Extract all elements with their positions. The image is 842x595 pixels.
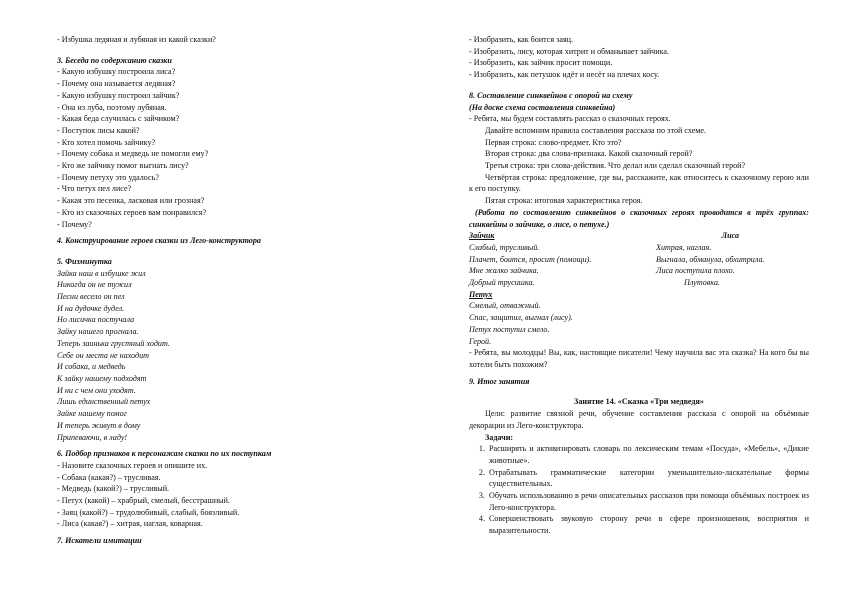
poem-line: Зайке нашему помог — [57, 409, 127, 419]
cinquain-rule: Давайте вспомним правила составления рассказа по этой схеме. — [485, 125, 707, 135]
poem-line: Зайку нашего прогнала. — [57, 327, 139, 337]
list-item: - Какая это песенка, ласковая или грозная? — [57, 196, 205, 206]
zaichik-line: Добрый трусишка. — [469, 278, 535, 288]
column-title-zaichik: Зайчик — [469, 231, 495, 241]
task-item — [469, 443, 809, 466]
tasks-list — [469, 443, 809, 537]
task-number: 4. — [478, 514, 485, 524]
list-item: - Лиса (какая?) – хитрая, наглая, коварная. — [57, 519, 203, 529]
list-item: - Почему она называется ледяная? — [57, 79, 176, 89]
poem — [57, 268, 402, 444]
petuh-line: Герой. — [469, 336, 492, 346]
praise-text: - Ребята, вы молодцы! Вы, как, настоящие писатели! Чему научила вас эта сказка? На кого бы вы хотели быть похожим? — [469, 348, 809, 369]
cinquain-rule: Первая строка: слово-предмет. Кто это? — [485, 137, 622, 147]
section-3-list — [57, 66, 402, 230]
section-9-heading: 9. Итог занятия — [469, 376, 530, 386]
list-item: - Почему собака и медведь не помогли ему? — [57, 149, 209, 159]
list-item: - Какая беда случилась с зайчиком? — [57, 114, 180, 124]
list-item: - Петух (какой) – храбрый, смелый, бесстрашный. — [57, 496, 230, 506]
lesson-goal: Цели: развитие связной речи, обучение составления рассказа с опорой на объёмные декорации из Лего-конструктора. — [469, 409, 809, 430]
cinquain-rule-fourth: Четвёртая строка: предложение, где вы, расскажите, как относитесь к сказочному герою или к его поступку. — [469, 172, 809, 194]
cinquain-row — [469, 242, 809, 254]
list-item: - Она из луба, поэтому лубяная. — [57, 102, 167, 112]
task-item — [469, 467, 809, 490]
left-column — [57, 34, 402, 547]
list-item: - Почему петуху это удалось? — [57, 172, 159, 182]
list-item: - Изобразить, как боится заяц. — [469, 35, 574, 44]
cinquain-rule: Вторая строка: два слова-признака. Какой сказочный герой? — [485, 149, 693, 159]
poem-line: Припеваючи, в ладу! — [57, 432, 128, 442]
poem-line: И теперь живут в дому — [57, 420, 141, 430]
section-6-list — [57, 460, 402, 530]
cinquain-row — [469, 265, 809, 277]
lisa-line: Плутовка. — [684, 278, 720, 288]
list-item: - Заяц (какой?) – трудолюбивый, слабый, боязливый. — [57, 507, 240, 517]
section-5-heading: 5. Физминутка — [57, 256, 112, 266]
tasks-label: Задачи: — [485, 432, 514, 442]
task-number: 3. — [478, 491, 485, 501]
zaichik-line: Плачет, боится, просит (помощи). — [469, 254, 592, 264]
task-text: Совершенствовать звуковую сторону речи в сфере произношения, восприятия и выразительности. — [489, 514, 809, 536]
cinquain-pairs — [469, 242, 809, 289]
list-item: - Медведь (какой?) – трусливый. — [57, 484, 170, 494]
task-text: Отрабатывать грамматические категории уменьшительно-ласкательные формы существительных. — [489, 467, 809, 489]
imitation-list — [469, 34, 809, 81]
list-item: - Назовите сказочных героев и опишите их. — [57, 460, 208, 470]
list-item: - Кто из сказочных героев вам понравился? — [57, 207, 207, 217]
list-item: - Изобразить, лису, которая хитрит и обманывает зайчика. — [469, 46, 670, 56]
poem-line: И на дудочке дудел. — [57, 303, 125, 313]
list-item: - Изобразить, как зайчик просит помощи. — [469, 58, 613, 68]
section-3-heading: 3. Беседа по содержанию сказки — [57, 55, 172, 65]
list-item: - Кто хотел помочь зайчику? — [57, 137, 156, 147]
lisa-line: Выгнала, обманула, обхитрила. — [656, 254, 765, 264]
poem-line: Лишь единственный петух — [57, 397, 151, 407]
right-column — [469, 34, 809, 537]
task-number: 2. — [478, 467, 485, 477]
cinquain-row — [469, 277, 809, 289]
task-text: Расширять и активизировать словарь по лексическим темам «Посуда», «Мебель», «Дикие животные». — [489, 444, 809, 465]
petuh-line: Смелый, отважный. — [469, 301, 541, 311]
task-number: 1. — [478, 444, 485, 454]
poem-line: Зайка наш в избушке жил — [57, 268, 146, 278]
column-title-petuh: Петух — [469, 289, 493, 299]
list-item: - Поступок лисы какой? — [57, 125, 140, 135]
group-work-note: (Работа по составлению синквейнов о сказочных героях проводится в трёх группах: синквейны о зайчике, о лисе, о петухе.) — [469, 207, 809, 229]
petuh-line: Петух поступил смело. — [469, 324, 550, 334]
poem-line: Теперь заинька грустный ходит. — [57, 338, 170, 348]
column-title-lisa: Лиса — [721, 231, 739, 241]
poem-line: И собака, и медведь — [57, 362, 126, 372]
section-8-heading: 8. Составление синквейнов с опорой на схему — [469, 90, 633, 100]
list-item: - Изобразить, как петушок идёт и несёт на плечах косу. — [469, 70, 660, 80]
section-6-heading: 6. Подбор признаков к персонажам сказки по их поступкам — [57, 449, 272, 459]
list-item: - Какую избушку построила лиса? — [57, 67, 176, 77]
lisa-line: Хитрая, наглая. — [656, 242, 712, 252]
section-7-heading: 7. Искатели имитации — [57, 536, 142, 546]
section-8-intro: - Ребята, мы будем составлять рассказ о сказочных героях. — [469, 114, 671, 124]
poem-line: Никогда он не тужил — [57, 280, 132, 290]
cinquain-column-titles — [469, 230, 809, 242]
list-item: - Почему? — [57, 219, 92, 229]
zaichik-line: Слабый, трусливый. — [469, 242, 540, 252]
list-item: - Какую избушку построил зайчик? — [57, 90, 180, 100]
task-item — [469, 490, 809, 513]
section-8-subheading: (На доске схема составления синквейна) — [469, 102, 616, 112]
poem-line: И ни с чем они уходят. — [57, 385, 136, 395]
cinquain-rule-fifth: Пятая строка: итоговая характеристика героя. — [485, 196, 643, 206]
lisa-line: Лиса поступила плохо. — [656, 266, 735, 276]
lesson-title: Занятие 14. «Сказка «Три медведя» — [574, 397, 704, 407]
list-item: - Собака (какая?) – трусливая. — [57, 472, 161, 482]
list-item: - Кто же зайчику помог выгнать лису? — [57, 161, 189, 171]
task-item — [469, 513, 809, 536]
poem-line: Себе он места не находит — [57, 350, 149, 360]
poem-line: Но лисичка постучала — [57, 315, 135, 325]
intro-line: - Избушка ледяная и лубяная из какой сказки? — [57, 35, 216, 44]
poem-line: К зайку нашему подходят — [57, 373, 147, 383]
task-text: Обучать использованию в речи описательных рассказов при помощи объёмных построек из Лего-конструктора. — [489, 491, 809, 512]
cinquain-row — [469, 254, 809, 266]
petuh-line: Спас, защитил, выгнал (лису). — [469, 313, 573, 323]
section-4-heading: 4. Конструирование героев сказки из Лего-конструктора — [57, 236, 261, 246]
cinquain-rule: Третья строка: три слова-действия. Что делал или сделал сказочный герой? — [485, 161, 746, 171]
poem-line: Песни весело он пел — [57, 292, 125, 302]
zaichik-line: Мне жалко зайчика. — [469, 266, 539, 276]
list-item: - Что петух пел лисе? — [57, 184, 132, 194]
